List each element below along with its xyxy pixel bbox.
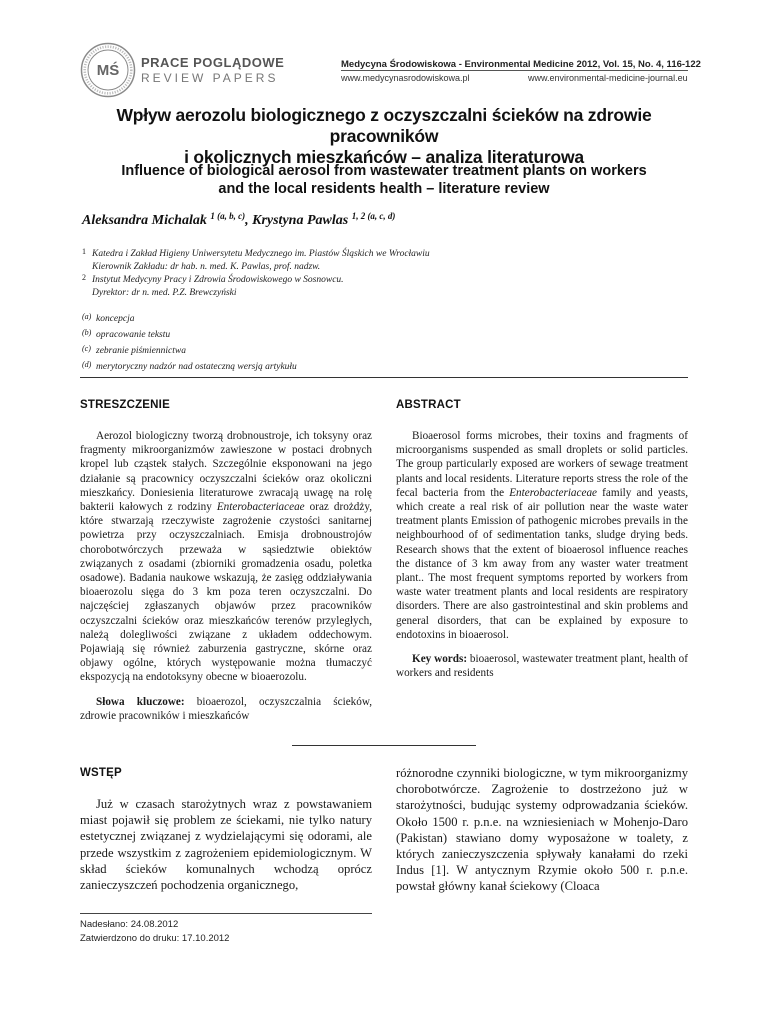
- received-date: Nadesłano: 24.08.2012: [80, 919, 179, 930]
- title-polish: Wpływ aerozolu biologicznego z oczyszczalni ścieków na zdrowie pracowników i okolicznych mieszkańców – analiza literaturowa: [116, 105, 652, 167]
- abstract-heading: ABSTRACT: [396, 399, 461, 411]
- header-divider: [341, 70, 688, 71]
- abstract-divider: [292, 745, 476, 746]
- authors-line: [82, 211, 395, 229]
- wstep-heading: WSTĘP: [80, 767, 122, 779]
- contribution-item: (a) koncepcja: [82, 312, 135, 324]
- logo-line-1: PRACE POGLĄDOWE: [141, 55, 285, 70]
- streszczenie-body: Aerozol biologiczny tworzą drobnoustroje, ich toksyny oraz fragmenty mikroorganizmów zawieszone w postaci drobnych kropel lub cząstek stałych. Szczególnie eksponowani na jego działanie są pracownicy oczyszczalni ścieków oraz okoliczni mieszkańcy. Doniesienia literaturowe zwracają uwagę na rolę bakterii kałowych z rodziny Enterobacteriaceae oraz drożdży, które stwarzają rzeczywiste zagrożenie czystości sanitarnej powietrza przy oczyszczalniach. Emisja drobnoustrojów chorobotwórczych przeważa w sąsiedztwie obiektów związanych z osadami (zbiorniki gromadzenia osadu, poletka osadowe). Badania naukowe wskazują, że zasięg oddziaływania bioaerozolu sięga do 3 km poza teren oczyszczalni. Do najczęściej zgłaszanych objawów przez pracowników oczyszczalni ścieków oraz mieszkańców terenów przyległych, należą dolegliwości związane z układem oddechowym. Pojawiają się również zaburzenia gastryczne, skórne oraz objawy ogólne, których występowanie można tłumaczyć ekspozycją na endotoksyny obecne w bioaerozolu. Słowa kluczowe: bioaerozol, oczyszczalnia ścieków, zdrowie pracowników i mieszkańców: [80, 430, 372, 722]
- affiliation-1: 1 Katedra i Zakład Higieny Uniwersytetu Medycznego im. Piastów Śląskich we Wrocławiu Kierownik Zakładu: dr hab. n. med. K. Pawlas, prof. nadzw.: [82, 247, 430, 272]
- footnote-divider: [80, 913, 372, 914]
- section-divider: [80, 377, 688, 378]
- journal-logo: [80, 42, 136, 98]
- author-2-sup: 1, 2 (a, c, d): [351, 211, 396, 221]
- journal-citation: Medycyna Środowiskowa - Environmental Medicine 2012, Vol. 15, No. 4, 116-122: [341, 59, 701, 70]
- contribution-item: (b) opracowanie tekstu: [82, 328, 171, 340]
- site-link-en[interactable]: www.environmental-medicine-journal.eu: [528, 73, 688, 83]
- author-separator: ,: [245, 213, 253, 228]
- site-link-pl[interactable]: www.medycynasrodowiskowa.pl: [341, 73, 470, 83]
- logo-line-2: REVIEW PAPERS: [141, 71, 279, 85]
- contribution-list: [82, 310, 297, 374]
- affiliation-2: 2 Instytut Medycyny Pracy i Zdrowia Środowiskowego w Sosnowcu. Dyrektor: dr n. med. P.Z. Brewczyński: [82, 273, 344, 298]
- contribution-item: (d) merytoryczny nadzór nad ostateczną wersją artykułu: [82, 360, 297, 372]
- abstract-body: Bioaerosol forms microbes, their toxins and fragments of microorganisms suspended as small droplets or solid particles. The group particularly exposed are workers of sewage treatment plants and local residents. Literature reports stress the role of the fecal bacteria from the Enterobacteriaceae family and yeasts, which create a real risk of air pollution near the waste water treatment plants Emission of pathogenic microbes prevails in the neighbourhood of of sedimentation tanks, sludge drying beds. Research shows that the extent of bioaerosol influence reaches the distance of 3 km away from any waster water treatment plant.. The most frequent symptoms reported by workers from waste water treatment plants and local residents are respiratory disorders. There are also gastrointestinal and skin problems and general disorders, that can be explained by exposure to endotoxins in bioaerosol. Key words: bioaerosol, wastewater treatment plant, health of workers and residents: [396, 430, 688, 680]
- logo-seal-icon: [80, 42, 136, 98]
- accepted-date: Zatwierdzono do druku: 17.10.2012: [80, 933, 230, 944]
- contribution-item: (c) zebranie piśmiennictwa: [82, 344, 186, 356]
- streszczenie-heading: STRESZCZENIE: [80, 399, 170, 411]
- author-1-sup: 1 (a, b, c): [210, 211, 246, 221]
- wstep-right-body: różnorodne czynniki biologiczne, w tym mikroorganizmy chorobotwórcze. Zagrożenie to dostrzeżono już w starożytności, budując systemy odprowadzania ścieków. Około 1500 r. p.n.e. na wzniesieniach w Mohenjo-Daro (Pakistan) stawiano domy wyposażone w toalety, z których zanieczyszczenia spływały kanałami do rzeki Indus [1]. W antycznym Rzymie około 500 r. p.n.e. powstał główny kanał ściekowy (Cloaca: [396, 766, 688, 894]
- author-2: Krystyna Pawlas: [252, 213, 349, 228]
- title-english: Influence of biological aerosol from wastewater treatment plants on workers and the local residents health – literature review: [121, 163, 647, 197]
- svg-text:MŚ: MŚ: [96, 62, 120, 79]
- wstep-left-body: Już w czasach starożytnych wraz z powstawaniem miast pojawił się problem ze ściekami, nie tylko natury estetycznej związanej z wydzielającymi się odorami, ale przede wszystkim z zagrożeniem epidemiologicznym. W skład ścieków komunalnych wchodzą oprócz zanieczyszczeń pochodzenia organicznego,: [80, 797, 372, 893]
- author-1: Aleksandra Michalak: [82, 213, 207, 228]
